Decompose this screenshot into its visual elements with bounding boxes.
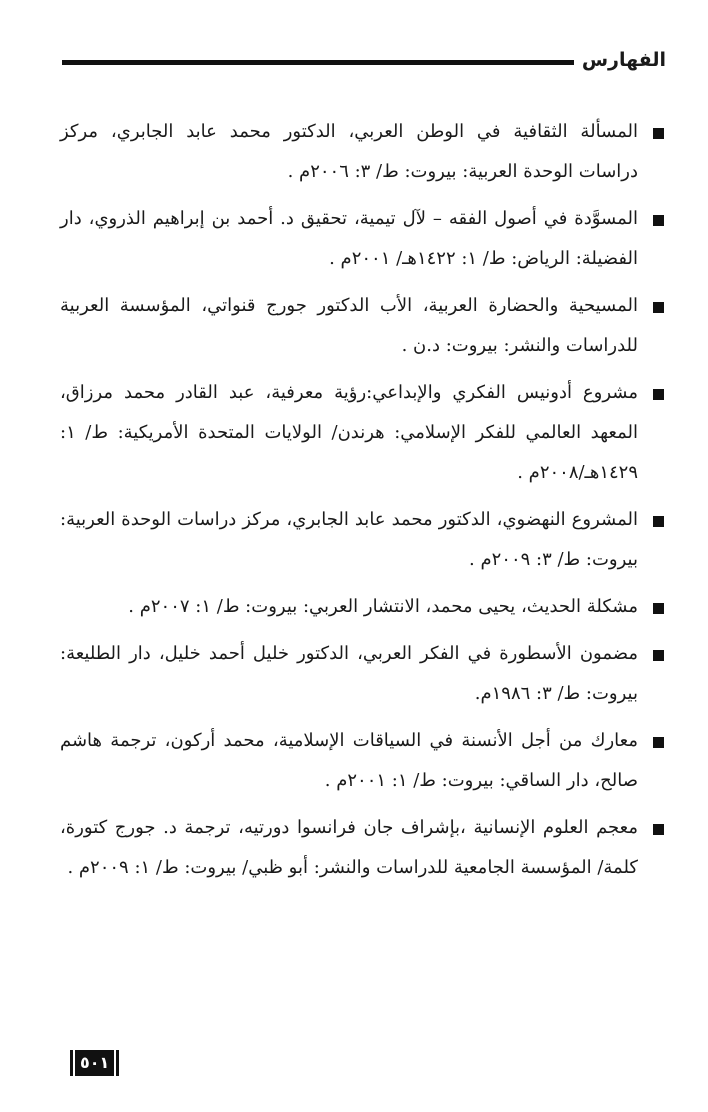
entry-text: مشكلة الحديث، يحيى محمد، الانتشار العربي: بيروت: ط/ ١: ٢٠٠٧م .: [128, 596, 638, 617]
entry-text: المسيحية والحضارة العربية، الأب الدكتور جورج قنواتي، المؤسسة العربية للدراسات والنشر: بيروت: د.ن .: [60, 295, 638, 356]
square-bullet-icon: [653, 824, 664, 835]
bibliography-entry: [60, 500, 638, 580]
bibliography-entry: [60, 634, 638, 714]
entry-text: معجم العلوم الإنسانية ،بإشراف جان فرانسوا دورتيه، ترجمة د. جورج كتورة، كلمة/ المؤسسة الجامعية للدراسات والنشر: أبو ظبي/ بيروت: ط/ ١: ٢٠٠٩م .: [60, 817, 638, 878]
square-bullet-icon: [653, 389, 664, 400]
section-title: الفهارس: [581, 49, 666, 71]
page-number: ٥٠١: [75, 1050, 114, 1076]
bibliography-entry: [60, 587, 638, 627]
bibliography-entry: [60, 112, 638, 192]
header-rule: [62, 60, 574, 65]
square-bullet-icon: [653, 215, 664, 226]
bibliography-list: [60, 112, 638, 895]
square-bullet-icon: [653, 128, 664, 139]
bibliography-entry: [60, 373, 638, 493]
entry-text: المسألة الثقافية في الوطن العربي، الدكتور محمد عابد الجابري، مركز دراسات الوحدة العربية: بيروت: ط/ ٣: ٢٠٠٦م .: [60, 121, 638, 182]
entry-text: مضمون الأسطورة في الفكر العربي، الدكتور خليل أحمد خليل، دار الطليعة: بيروت: ط/ ٣: ١٩٨٦م.: [60, 643, 638, 704]
bibliography-entry: [60, 721, 638, 801]
square-bullet-icon: [653, 516, 664, 527]
square-bullet-icon: [653, 650, 664, 661]
square-bullet-icon: [653, 603, 664, 614]
page-footer: [70, 1050, 119, 1076]
entry-text: مشروع أدونيس الفكري والإبداعي:رؤية معرفية، عبد القادر محمد مرزاق، المعهد العالمي للفكر الإسلامي: هرندن/ الولايات المتحدة الأمريكية: ط/ ١: ١٤٢٩هـ/٢٠٠٨م .: [60, 382, 638, 483]
bibliography-entry: [60, 286, 638, 366]
footer-bar: [70, 1050, 73, 1076]
entry-text: المشروع النهضوي، الدكتور محمد عابد الجابري، مركز دراسات الوحدة العربية: بيروت: ط/ ٣: ٢٠٠٩م .: [60, 509, 638, 570]
bibliography-entry: [60, 808, 638, 888]
entry-text: معارك من أجل الأنسنة في السياقات الإسلامية، محمد أركون، ترجمة هاشم صالح، دار الساقي: بيروت: ط/ ١: ٢٠٠١م .: [60, 730, 638, 791]
bibliography-entry: [60, 199, 638, 279]
square-bullet-icon: [653, 302, 664, 313]
entry-text: المسوَّدة في أصول الفقه – لآل تيمية، تحقيق د. أحمد بن إبراهيم الذروي، دار الفضيلة: الرياض: ط/ ١: ١٤٢٢هـ/ ٢٠٠١م .: [60, 208, 638, 269]
page-header: [62, 42, 666, 82]
square-bullet-icon: [653, 737, 664, 748]
footer-bar: [116, 1050, 119, 1076]
